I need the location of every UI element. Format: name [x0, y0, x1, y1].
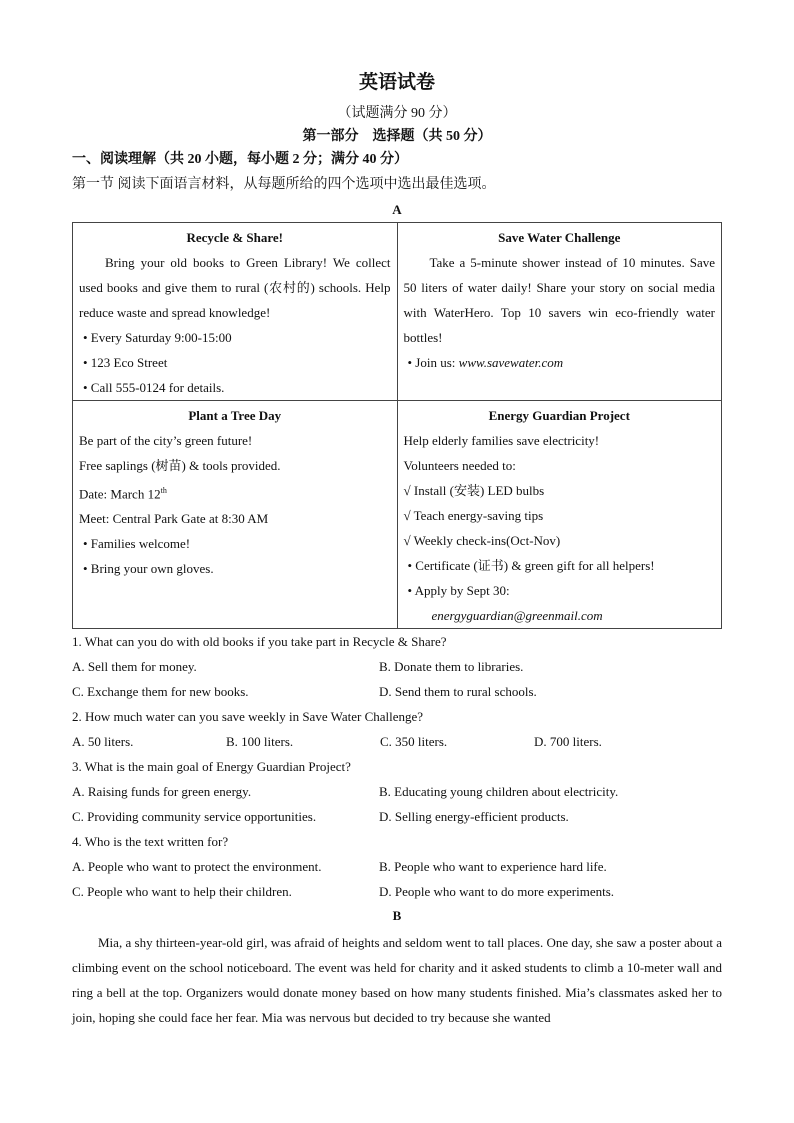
- ad-energy-email[interactable]: energyguardian@greenmail.com: [431, 608, 603, 623]
- option-a[interactable]: A. Sell them for money.: [72, 659, 197, 674]
- ad-tree: [73, 401, 398, 629]
- section-heading: 一、阅读理解（共 20 小题，每小题 2 分；满分 40 分）: [72, 152, 408, 167]
- ad-energy-check: √ Weekly check-ins(Oct-Nov): [403, 533, 561, 548]
- ad-water-url[interactable]: www.savewater.com: [458, 355, 564, 370]
- ad-water-body: Take a 5-minute shower instead of 10 minutes. Save 50 liters of water daily! Share your story on social media with WaterHero. Top 10 savers win eco-friendly water bottles!: [403, 255, 715, 345]
- question-1: [72, 629, 722, 704]
- question-2: [72, 704, 722, 754]
- ad-energy-bullet: • Certificate (证书) & green gift for all helpers!: [407, 558, 655, 573]
- ad-energy-check: √ Install (安装) LED bulbs: [403, 483, 545, 498]
- options: [72, 854, 722, 879]
- ad-tree-date: [79, 478, 391, 506]
- option-b[interactable]: B. 100 liters.: [226, 734, 294, 749]
- ad-recycle-body: Bring your old books to Green Library! We collect used books and give them to rural (农村的) schools. Help reduce waste and spread knowledge!: [79, 255, 391, 320]
- ads-table: [72, 222, 722, 629]
- ad-energy-check: √ Teach energy-saving tips: [403, 508, 544, 523]
- option-d[interactable]: D. Selling energy-efficient products.: [379, 809, 569, 824]
- option-c[interactable]: C. Exchange them for new books.: [72, 684, 249, 699]
- question-3: [72, 754, 722, 829]
- ad-water: [397, 223, 722, 401]
- options: [72, 654, 722, 679]
- option-d[interactable]: D. People who want to do more experiments.: [379, 884, 615, 899]
- ad-water-join-label: • Join us:: [407, 355, 459, 370]
- option-c[interactable]: C. People who want to help their children.: [72, 884, 292, 899]
- option-b[interactable]: B. Donate them to libraries.: [379, 659, 524, 674]
- ad-tree-title: Plant a Tree Day: [188, 408, 282, 423]
- instruction-text: 第一节 阅读下面语言材料，从每题所给的四个选项中选出最佳选项。: [72, 177, 496, 192]
- ad-water-title: Save Water Challenge: [498, 230, 621, 245]
- question-text: 1. What can you do with old books if you take part in Recycle & Share?: [72, 634, 447, 649]
- part-heading: 第一部分 选择题（共 50 分）: [302, 129, 492, 144]
- options: [72, 729, 722, 754]
- ad-tree-meet: Meet: Central Park Gate at 8:30 AM: [79, 511, 269, 527]
- ad-energy: [397, 401, 722, 629]
- option-d[interactable]: D. Send them to rural schools.: [379, 684, 537, 699]
- options: [72, 779, 722, 804]
- ad-tree-date-label: Date: March 12: [79, 486, 161, 502]
- ad-tree-bullet: • Families welcome!: [83, 536, 191, 552]
- ad-recycle-bullet: • Call 555-0124 for details.: [83, 380, 225, 395]
- ad-energy-bullet: • Apply by Sept 30:: [407, 583, 510, 598]
- question-text: 4. Who is the text written for?: [72, 834, 229, 849]
- ad-recycle: [73, 223, 398, 401]
- options: [72, 804, 722, 829]
- option-c[interactable]: C. Providing community service opportunities.: [72, 809, 317, 824]
- ad-energy-line: Volunteers needed to:: [403, 458, 516, 473]
- ad-recycle-bullet: • Every Saturday 9:00-15:00: [83, 330, 232, 345]
- options: [72, 879, 722, 904]
- ad-energy-title: Energy Guardian Project: [488, 408, 630, 423]
- question-text: 2. How much water can you save weekly in Save Water Challenge?: [72, 709, 424, 724]
- question-text: 3. What is the main goal of Energy Guardian Project?: [72, 759, 351, 774]
- exam-subtitle: （试题满分 90 分）: [337, 106, 457, 121]
- question-4: [72, 829, 722, 904]
- ad-energy-line: Help elderly families save electricity!: [403, 433, 600, 448]
- ad-tree-bullet: • Bring your own gloves.: [83, 561, 214, 577]
- ad-recycle-title: Recycle & Share!: [186, 230, 283, 245]
- option-c[interactable]: C. 350 liters.: [380, 734, 448, 749]
- option-a[interactable]: A. People who want to protect the environment.: [72, 859, 322, 874]
- option-d[interactable]: D. 700 liters.: [534, 734, 602, 749]
- exam-page: [72, 62, 722, 1030]
- option-a[interactable]: A. Raising funds for green energy.: [72, 784, 252, 799]
- ad-water-join: [404, 350, 716, 375]
- ad-recycle-bullet: • 123 Eco Street: [83, 355, 168, 370]
- passage-b-text: Mia, a shy thirteen-year-old girl, was afraid of heights and seldom went to tall places. One day, she saw a poster about a climbing event on the school noticeboard. The event was held for charity and it asked students to climb a 10-meter wall and ring a bell at the top. Organizers would donate money based on how many students finished. Mia’s classmates asked her to join, hoping she could face her fear. Mia was nervous but decided to try because she wanted: [72, 935, 722, 1025]
- exam-title: 英语试卷: [358, 72, 435, 93]
- passage-b-letter: B: [392, 908, 402, 923]
- option-b[interactable]: B. People who want to experience hard life.: [379, 859, 607, 874]
- ad-tree-line: Be part of the city’s green future!: [79, 433, 253, 448]
- passage-a-letter: A: [392, 202, 402, 217]
- option-a[interactable]: A. 50 liters.: [72, 734, 134, 749]
- ad-tree-date-sup: th: [160, 486, 167, 495]
- options: [72, 679, 722, 704]
- ad-tree-line: Free saplings (树苗) & tools provided.: [79, 458, 281, 473]
- option-b[interactable]: B. Educating young children about electricity.: [379, 784, 619, 799]
